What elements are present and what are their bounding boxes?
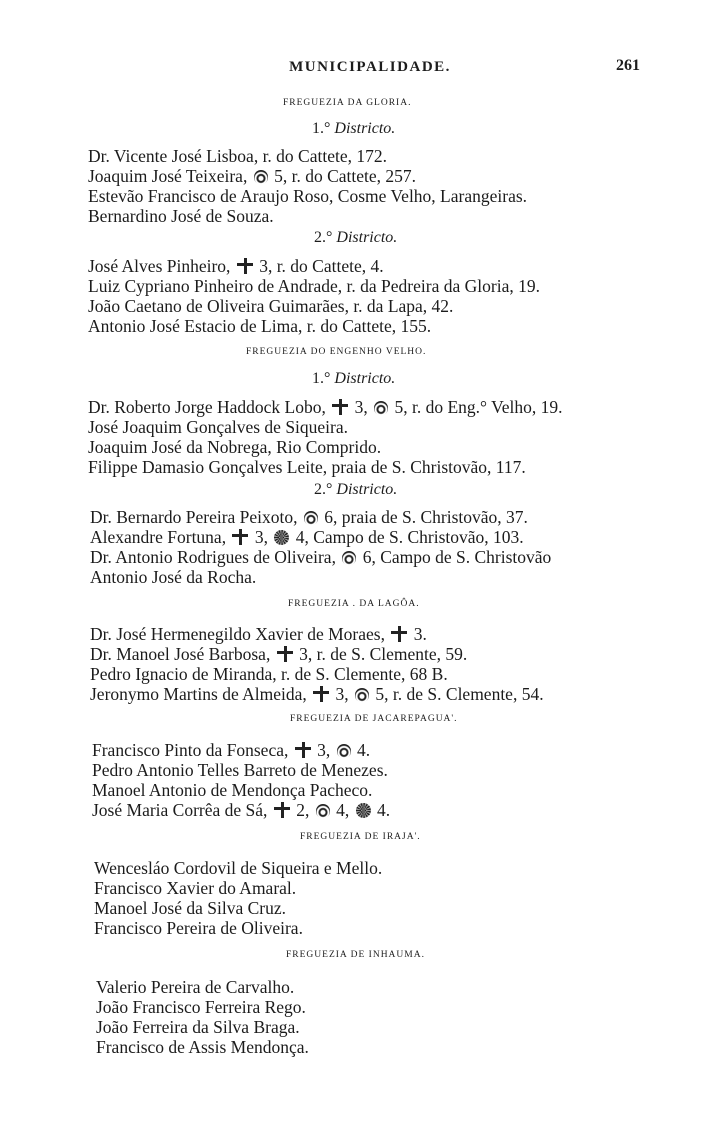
entry-name: Dr. Antonio Rodrigues de Oliveira, <box>90 547 336 567</box>
list-item <box>88 397 563 417</box>
list-item: João Francisco Ferreira Rego. <box>96 997 306 1017</box>
list-item: Manoel Antonio de Mendonça Pacheco. <box>92 780 373 800</box>
district-word: Districto. <box>334 370 396 387</box>
section-heading-jacarepagua: FREGUEZIA DE JACAREPAGUA'. <box>290 714 458 724</box>
list-item: Estevão Francisco de Araujo Roso, Cosme Velho, Larangeiras. <box>88 186 528 206</box>
list-item <box>90 527 524 547</box>
list-item <box>90 644 467 664</box>
entry-detail: 3, <box>354 397 368 417</box>
section-heading-iraja: FREGUEZIA DE IRAJA'. <box>300 832 421 842</box>
order-medal-icon <box>304 511 318 525</box>
order-cross-icon <box>313 686 329 702</box>
entry-name: Dr. Bernardo Pereira Peixoto, <box>90 507 298 527</box>
list-item <box>90 547 551 567</box>
district-heading <box>314 481 397 499</box>
entry-detail: 3. <box>413 624 427 644</box>
entry-name: Jeronymo Martins de Almeida, <box>90 684 307 704</box>
order-medal-icon <box>254 170 268 184</box>
list-item <box>92 800 390 820</box>
entry-detail: 2, <box>296 800 310 820</box>
order-cross-icon <box>295 742 311 758</box>
section-heading-engenho-velho: FREGUEZIA DO ENGENHO VELHO. <box>246 347 427 357</box>
district-heading <box>312 120 395 138</box>
entry-name: Francisco Pinto da Fonseca, <box>92 740 289 760</box>
list-item <box>90 507 528 527</box>
entry-detail: 4, Campo de S. Christovão, 103. <box>295 527 524 547</box>
list-item <box>88 166 416 186</box>
entry-detail: 6, praia de S. Christovão, 37. <box>324 507 528 527</box>
list-item: Antonio José Estacio de Lima, r. do Cattete, 155. <box>88 316 432 336</box>
entry-name: Dr. José Hermenegildo Xavier de Moraes, <box>90 624 385 644</box>
entry-detail: 6, Campo de S. Christovão <box>362 547 552 567</box>
district-number: 1.° <box>312 370 331 387</box>
entry-name: Dr. Manoel José Barbosa, <box>90 644 271 664</box>
list-item: Wencesláo Cordovil de Siqueira e Mello. <box>94 858 383 878</box>
page-number: 261 <box>616 57 640 74</box>
list-item: Bernardino José de Souza. <box>88 206 274 226</box>
order-cross-icon <box>277 646 293 662</box>
list-item: Dr. Vicente José Lisboa, r. do Cattete, 172. <box>88 146 387 166</box>
entry-name: Dr. Roberto Jorge Haddock Lobo, <box>88 397 326 417</box>
list-item <box>90 684 544 704</box>
entry-name: Joaquim José Teixeira, <box>88 166 248 186</box>
order-star-icon <box>356 803 371 818</box>
district-number: 2.° <box>314 229 333 246</box>
entry-detail: 4. <box>356 740 371 760</box>
district-heading <box>312 370 395 388</box>
list-item: Francisco Pereira de Oliveira. <box>94 918 303 938</box>
entry-detail: 4. <box>376 800 391 820</box>
order-medal-icon <box>355 688 369 702</box>
list-item: Pedro Ignacio de Miranda, r. de S. Clemente, 68 B. <box>90 664 448 684</box>
order-cross-icon <box>274 802 290 818</box>
list-item: João Ferreira da Silva Braga. <box>96 1017 300 1037</box>
order-cross-icon <box>237 258 253 274</box>
list-item <box>90 624 427 644</box>
order-cross-icon <box>232 529 248 545</box>
district-heading <box>314 229 397 247</box>
entry-detail: 5, r. de S. Clemente, 54. <box>375 684 544 704</box>
list-item: Antonio José da Rocha. <box>90 567 257 587</box>
list-item: João Caetano de Oliveira Guimarães, r. da Lapa, 42. <box>88 296 454 316</box>
district-number: 2.° <box>314 481 333 498</box>
entry-name: José Alves Pinheiro, <box>88 256 231 276</box>
page-title: MUNICIPALIDADE. <box>289 59 451 75</box>
order-star-icon <box>274 530 289 545</box>
district-word: Districto. <box>334 120 396 137</box>
section-heading-inhauma: FREGUEZIA DE INHAUMA. <box>286 950 425 960</box>
entry-detail: 3, r. de S. Clemente, 59. <box>299 644 468 664</box>
list-item: Francisco de Assis Mendonça. <box>96 1037 309 1057</box>
section-heading-gloria: FREGUEZIA DA GLORIA. <box>283 98 412 108</box>
entry-detail: 3, r. do Cattete, 4. <box>259 256 384 276</box>
district-number: 1.° <box>312 120 331 137</box>
list-item: Valerio Pereira de Carvalho. <box>96 977 295 997</box>
section-heading-lagoa: FREGUEZIA . DA LAGÔA. <box>288 599 420 609</box>
list-item <box>92 740 370 760</box>
order-cross-icon <box>332 399 348 415</box>
entry-detail: 5, r. do Eng.° Velho, 19. <box>394 397 563 417</box>
list-item: Francisco Xavier do Amaral. <box>94 878 297 898</box>
entry-detail: 4, <box>336 800 350 820</box>
list-item <box>88 256 384 276</box>
district-word: Districto. <box>336 481 398 498</box>
order-medal-icon <box>342 551 356 565</box>
order-cross-icon <box>391 626 407 642</box>
list-item: Luiz Cypriano Pinheiro de Andrade, r. da Pedreira da Gloria, 19. <box>88 276 540 296</box>
entry-detail: 5, r. do Cattete, 257. <box>274 166 417 186</box>
list-item: José Joaquim Gonçalves de Siqueira. <box>88 417 349 437</box>
district-word: Districto. <box>336 229 398 246</box>
list-item: Joaquim José da Nobrega, Rio Comprido. <box>88 437 382 457</box>
list-item: Pedro Antonio Telles Barreto de Menezes. <box>92 760 388 780</box>
entry-detail: 3, <box>317 740 331 760</box>
order-medal-icon <box>374 401 388 415</box>
entry-detail: 3, <box>254 527 268 547</box>
order-medal-icon <box>316 804 330 818</box>
list-item: Manoel José da Silva Cruz. <box>94 898 286 918</box>
entry-name: Alexandre Fortuna, <box>90 527 227 547</box>
order-medal-icon <box>337 744 351 758</box>
entry-name: José Maria Corrêa de Sá, <box>92 800 268 820</box>
entry-detail: 3, <box>335 684 349 704</box>
list-item: Filippe Damasio Gonçalves Leite, praia de S. Christovão, 117. <box>88 457 526 477</box>
